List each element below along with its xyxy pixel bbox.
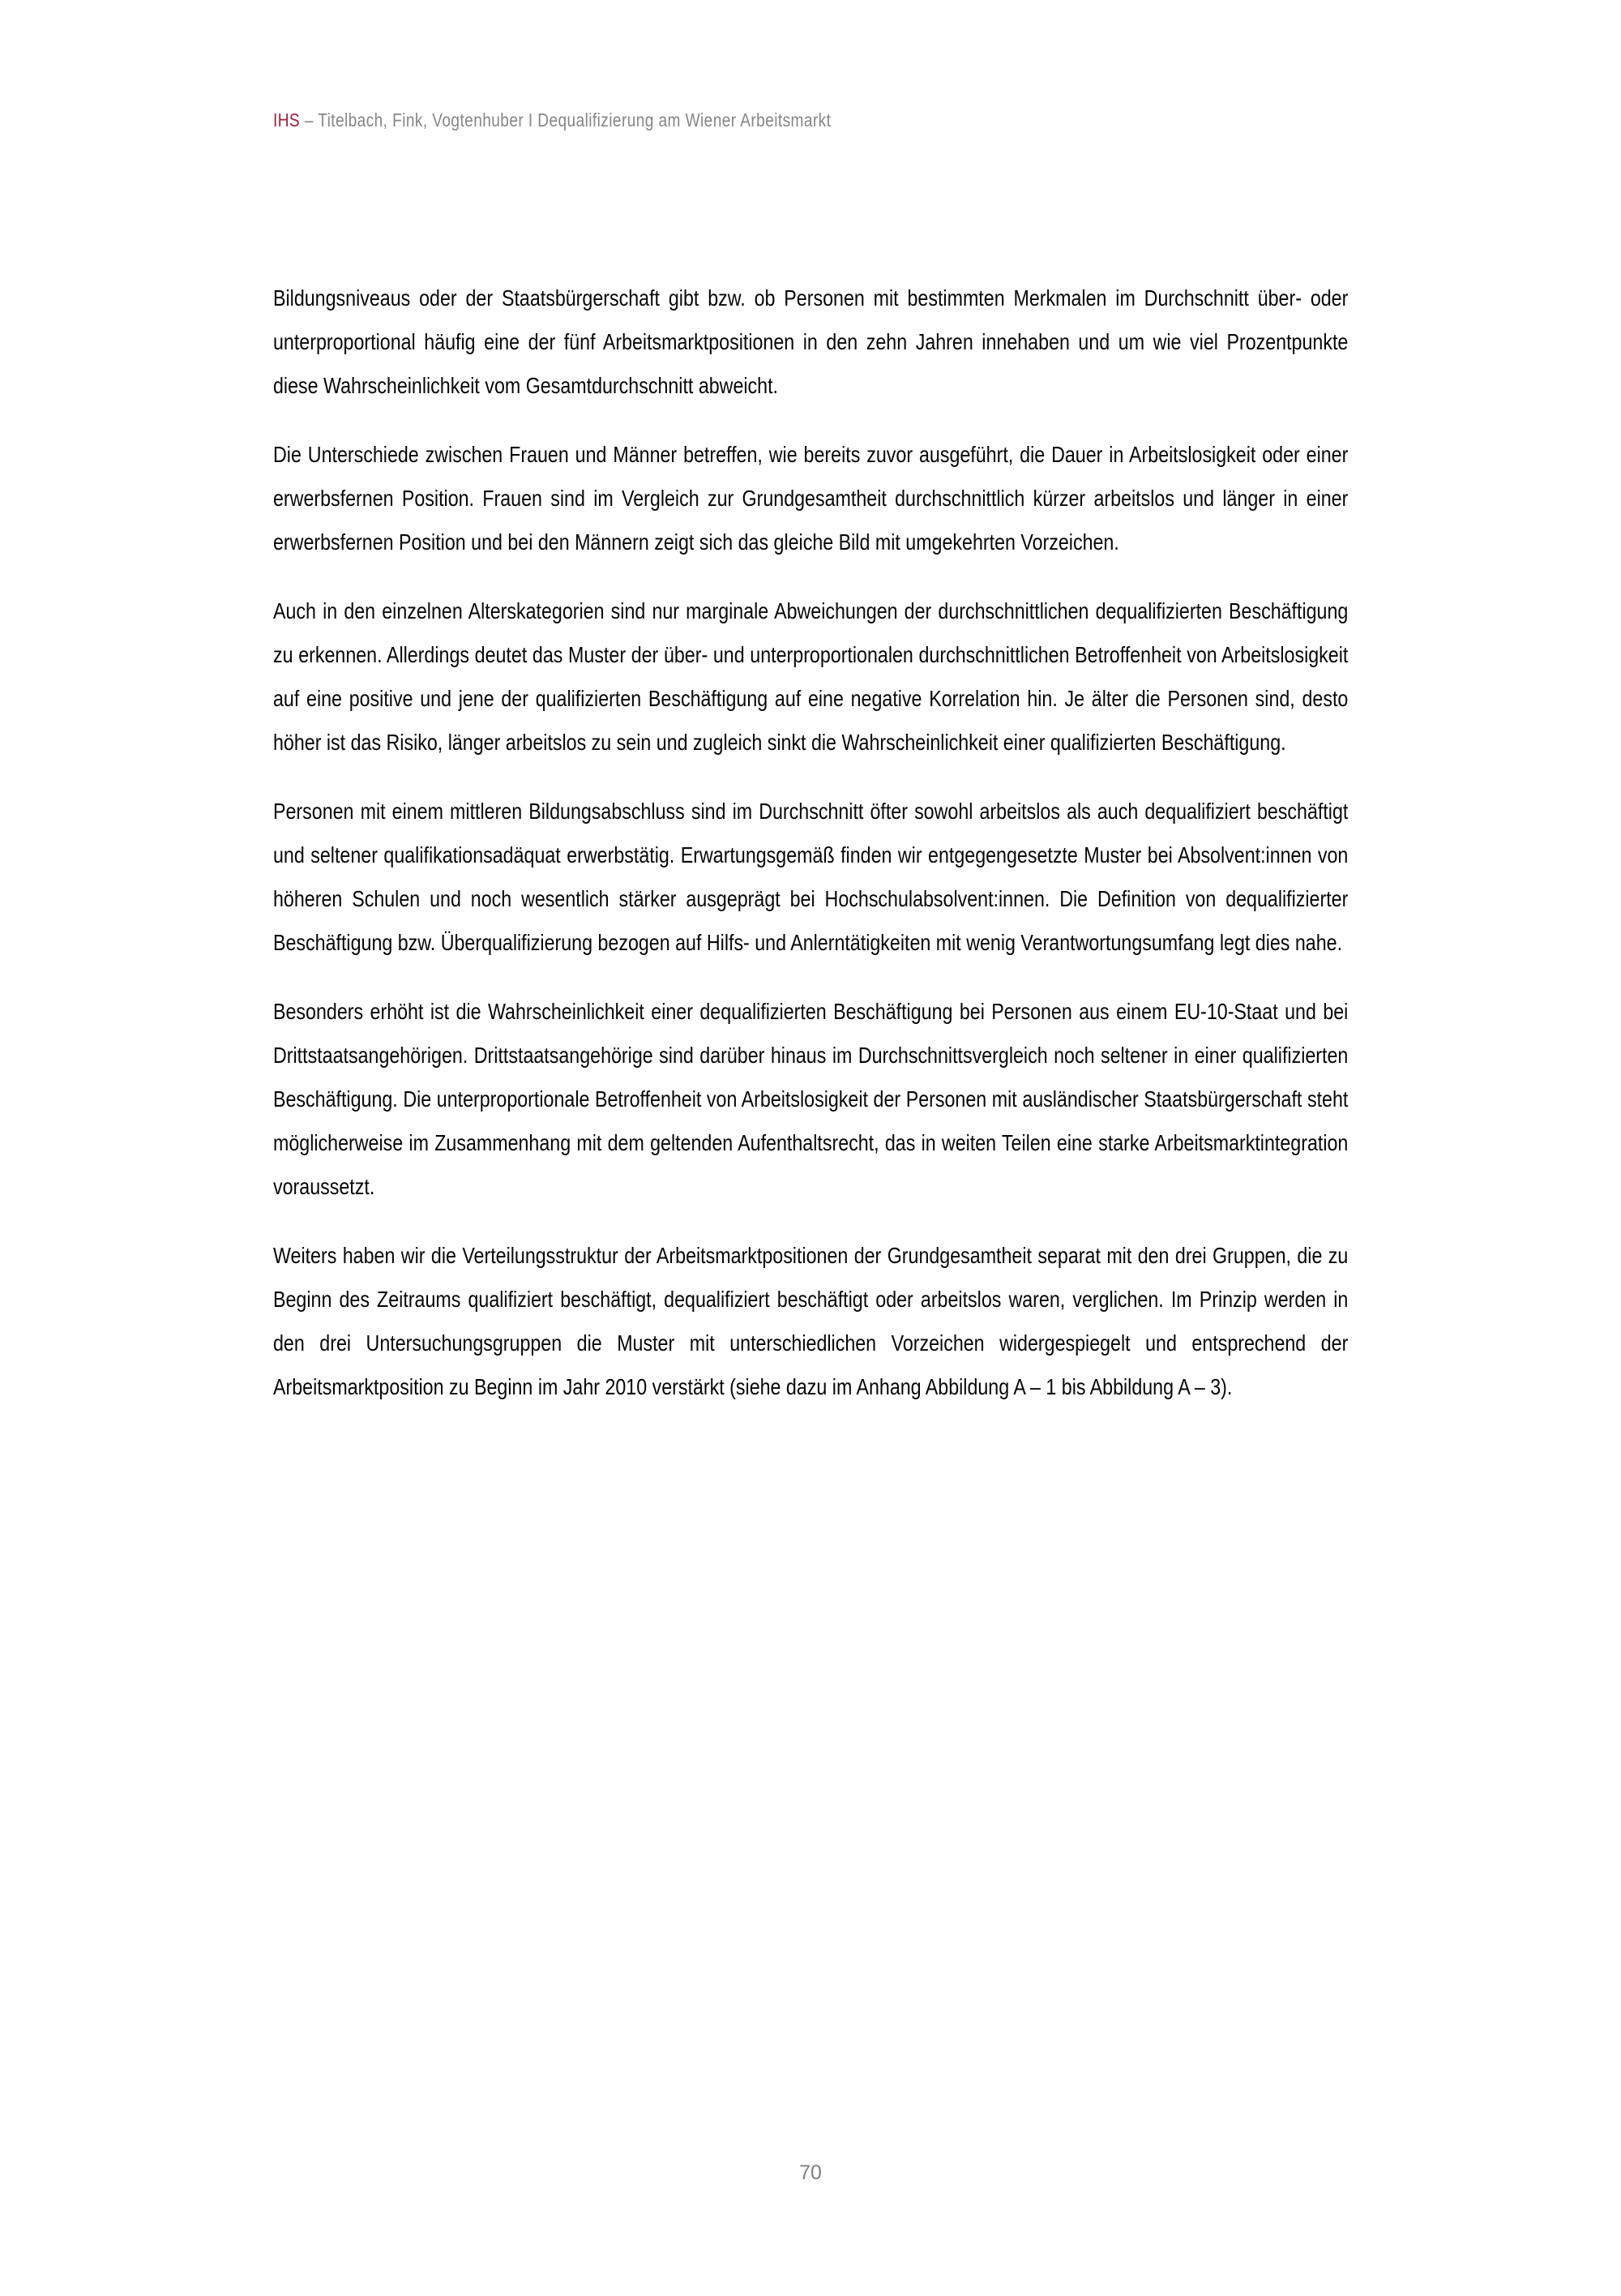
header-brand: IHS: [273, 109, 301, 131]
paragraph-6: Weiters haben wir die Verteilungsstruktur der Arbeitsmarktpositionen der Grundgesamtheit separat mit den drei Gruppen, die zu Beginn des Zeitraums qualifiziert beschäftigt, dequalifiziert beschäftigt oder arbeitslos waren, verglichen. Im Prinzip werden in den drei Untersuchungsgruppen die Muster mit unterschiedlichen Vorzeichen widergespiegelt und entsprechend der Arbeitsmarktposition zu Beginn im Jahr 2010 verstärkt (siehe dazu im Anhang Abbildung A – 1 bis Abbildung A – 3).: [273, 1243, 1349, 1399]
page-footer: [0, 2160, 1621, 2186]
header-title: – Titelbach, Fink, Vogtenhuber I Dequalifizierung am Wiener Arbeitsmarkt: [304, 109, 832, 131]
paragraph-1: Bildungsniveaus oder der Staatsbürgerschaft gibt bzw. ob Personen mit bestimmten Merkmalen im Durchschnitt über- oder unterproportional häufig eine der fünf Arbeitsmarktpositionen in den zehn Jahren innehaben und um wie viel Prozentpunkte diese Wahrscheinlichkeit vom Gesamtdurchschnitt abweicht.: [273, 285, 1349, 398]
paragraph-5: Besonders erhöht ist die Wahrscheinlichkeit einer dequalifizierten Beschäftigung bei Personen aus einem EU-10-Staat und bei Drittstaatsangehörigen. Drittstaatsangehörige sind darüber hinaus im Durchschnittsvergleich noch seltener in einer qualifizierten Beschäftigung. Die unterproportionale Betroffenheit von Arbeitslosigkeit der Personen mit ausländischer Staatsbürgerschaft steht möglicherweise im Zusammenhang mit dem geltenden Aufenthaltsrecht, das in weiten Teilen eine starke Arbeitsmarktintegration voraussetzt.: [273, 999, 1349, 1199]
running-header: [273, 108, 1484, 132]
document-body: [273, 276, 1348, 1409]
paragraph-2: Die Unterschiede zwischen Frauen und Männer betreffen, wie bereits zuvor ausgeführt, die Dauer in Arbeitslosigkeit oder einer erwerbsfernen Position. Frauen sind im Vergleich zur Grundgesamtheit durchschnittlich kürzer arbeitslos und länger in einer erwerbsfernen Position und bei den Männern zeigt sich das gleiche Bild mit umgekehrten Vorzeichen.: [273, 442, 1349, 555]
page-number: 70: [799, 2161, 822, 2184]
paragraph-3: Auch in den einzelnen Alterskategorien sind nur marginale Abweichungen der durchschnittlichen dequalifizierten Beschäftigung zu erkennen. Allerdings deutet das Muster der über- und unterproportionalen durchschnittlichen Betroffenheit von Arbeitslosigkeit auf eine positive und jene der qualifizierten Beschäftigung auf eine negative Korrelation hin. Je älter die Personen sind, desto höher ist das Risiko, länger arbeitslos zu sein und zugleich sinkt die Wahrscheinlichkeit einer qualifizierten Beschäftigung.: [273, 598, 1349, 755]
paragraph-4: Personen mit einem mittleren Bildungsabschluss sind im Durchschnitt öfter sowohl arbeitslos als auch dequalifiziert beschäftigt und seltener qualifikationsadäquat erwerbstätig. Erwartungsgemäß finden wir entgegengesetzte Muster bei Absolvent:innen von höheren Schulen und noch wesentlich stärker ausgeprägt bei Hochschulabsolvent:innen. Die Definition von dequalifizierter Beschäftigung bzw. Überqualifizierung bezogen auf Hilfs- und Anlerntätigkeiten mit wenig Verantwortungsumfang legt dies nahe.: [273, 799, 1349, 955]
